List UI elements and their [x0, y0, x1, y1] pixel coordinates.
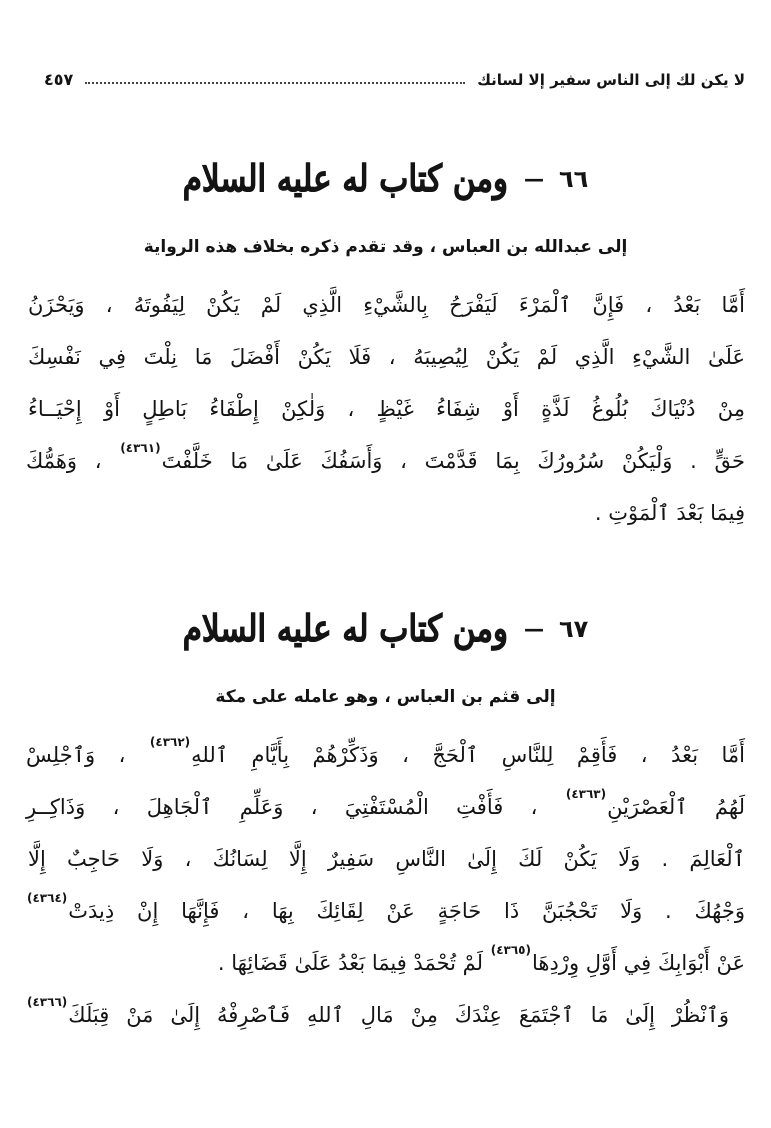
line-text: عَلَىٰ الشَّيْءِ الَّذِي لَمْ يَكُنْ لِيُصِيبَهُ ، فَلَا يَكُنْ أَفْضَلَ مَا نِلْتَ فِي نَفْسِكَ	[28, 345, 745, 369]
footnote-marker: (٤٣٦١)	[120, 441, 161, 456]
line-text: حَقٍّ . وَلْيَكُنْ سُرُورُكَ بِمَا قَدَّمْتَ ، وَأَسَفُكَ عَلَىٰ مَا خَلَّفْتَ	[161, 449, 746, 473]
section-dash: —	[524, 617, 543, 641]
running-title: لا يكن لك إلى الناس سفير إلا لسانك	[477, 71, 745, 89]
footnote-marker: (٤٣٦٣)	[565, 787, 607, 802]
text-line	[26, 383, 745, 435]
line-text: مِنْ دُنْيَاكَ بُلُوغُ لَذَّةٍ أَوْ شِفَاءُ غَيْظٍ ، وَلٰكِنْ إِطْفَاءُ بَاطِلٍ أَوْ إِحْيَــاءُ	[28, 397, 745, 421]
section-subtitle: إلى عبدالله بن العباس ، وقد تقدم ذكره بخلاف هذه الرواية	[143, 237, 628, 257]
line-text: أَمَّا بَعْدُ ، فَإِنَّ ٱلْمَرْءَ لَيَفْرَحُ بِالشَّيْءِ الَّذِي لَمْ يَكُنْ لِيَفُوتَهُ ، وَيَحْزَنُ	[28, 293, 745, 317]
text-line	[26, 885, 745, 937]
footnote-marker: (٤٣٦٤)	[27, 891, 68, 906]
line-text: وَجْهُكَ . وَلَا تَحْجُبَنَّ ذَا حَاجَةٍ عَنْ لِقَائِكَ بِهَا ، فَإِنَّهَا إِنْ ذِيدَتْ	[68, 899, 745, 923]
letter-section-67	[26, 597, 745, 1041]
text-line	[26, 937, 745, 989]
section-calligraphy: ومن كتاب له عليه السلام	[182, 157, 508, 201]
letter-section-66	[26, 147, 745, 539]
header-dotted-leader	[85, 82, 465, 84]
section-67-heading	[26, 597, 745, 661]
line-text: ، فَأَفْتِ الْمُسْتَفْتِيَ ، وَعَلِّمِ ٱلْجَاهِلَ ، وَذَاكِــرِ	[26, 795, 565, 819]
line-text: لَمْ تُحْمَدْ فِيمَا بَعْدُ عَلَىٰ قَضَائِهَا .	[217, 951, 490, 975]
line-text: ، وَهَمُّكَ	[26, 449, 120, 473]
footnote-marker: (٤٣٦٥)	[490, 943, 531, 958]
footnote-marker: (٤٣٦٦)	[27, 995, 68, 1010]
text-line	[26, 781, 745, 833]
line-text: فِيمَا بَعْدَ ٱلْمَوْتِ .	[594, 501, 745, 525]
line-text: أَمَّا بَعْدُ ، فَأَقِمْ لِلنَّاسِ ٱلْحَجَّ ، وَذَكِّرْهُمْ بِأَيَّامِ ٱللهِ	[191, 743, 745, 767]
text-line	[26, 435, 745, 487]
text-line	[26, 331, 745, 383]
page-header	[26, 0, 745, 89]
line-text: عَنْ أَبْوَابِكَ فِي أَوَّلِ وِرْدِهَا	[531, 951, 745, 975]
section-66-heading	[26, 147, 745, 211]
section-number: ٦٧	[559, 615, 589, 643]
footnote-marker: (٤٣٦٢)	[149, 735, 191, 750]
text-line	[26, 989, 745, 1041]
section-calligraphy: ومن كتاب له عليه السلام	[182, 607, 508, 651]
letter-66-text	[26, 279, 745, 539]
line-text: لَهُمُ ٱلْعَصْرَيْنِ	[607, 795, 745, 819]
text-line	[26, 833, 745, 885]
letter-67-text	[26, 729, 745, 1041]
section-dash: —	[524, 167, 543, 191]
text-line	[26, 487, 745, 539]
line-text: ، وَٱجْلِسْ	[26, 743, 149, 767]
text-line	[26, 279, 745, 331]
section-number: ٦٦	[559, 165, 589, 193]
text-line	[26, 729, 745, 781]
line-text: وَٱنْظُرْ إِلَىٰ مَا ٱجْتَمَعَ عِنْدَكَ مِنْ مَالِ ٱللهِ فَٱصْرِفْهُ إِلَىٰ مَنْ قِبَلَكَ	[68, 1003, 729, 1027]
section-subtitle: إلى قثم بن العباس ، وهو عامله على مكة	[215, 687, 556, 707]
line-text: ٱلْعَالِمَ . وَلَا يَكُنْ لَكَ إِلَىٰ النَّاسِ سَفِيرٌ إِلَّا لِسَانُكَ ، وَلَا حَاجِبٌ إِلَّا	[28, 847, 745, 871]
page-number: ٤٥٧	[44, 70, 74, 89]
